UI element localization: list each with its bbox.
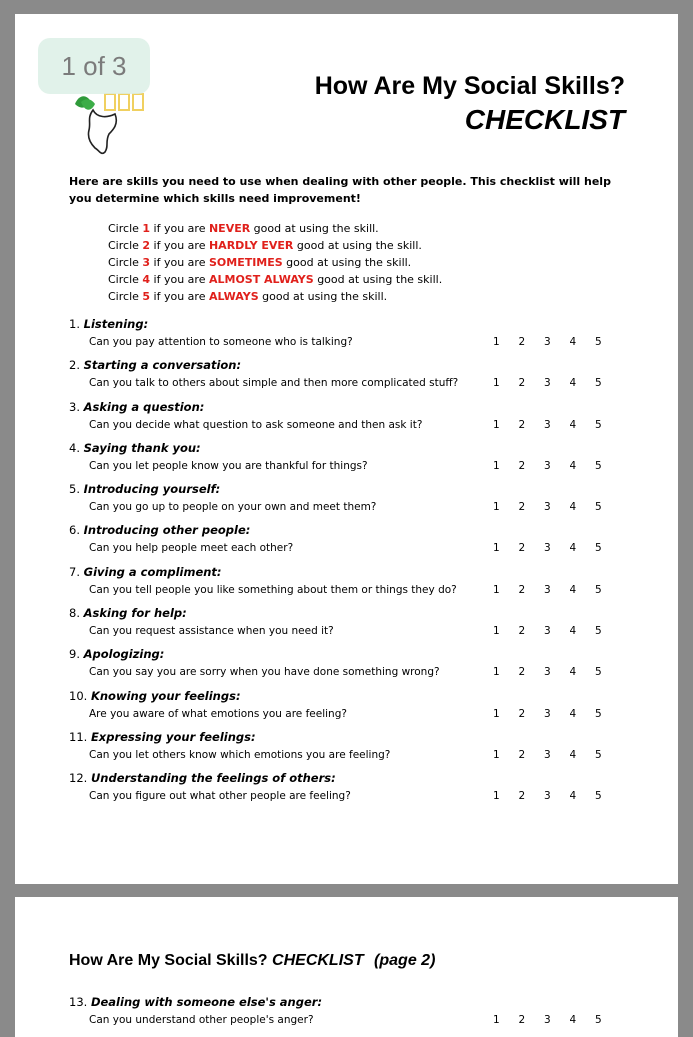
scale-frequency-word: ALMOST ALWAYS bbox=[208, 273, 314, 286]
scale-mid: if you are bbox=[150, 273, 209, 286]
rating-option-4[interactable]: 4 bbox=[569, 1014, 577, 1026]
rating-option-2[interactable]: 2 bbox=[518, 748, 526, 761]
scale-prefix: Circle bbox=[108, 222, 143, 235]
rating-option-3[interactable]: 3 bbox=[544, 377, 551, 390]
skill-name: Dealing with someone else's anger: bbox=[90, 995, 323, 1009]
rating-option-3[interactable]: 3 bbox=[544, 501, 551, 514]
page-2-title bbox=[69, 952, 435, 970]
rating-option-5[interactable]: 5 bbox=[595, 501, 602, 514]
scale-frequency-word: ALWAYS bbox=[208, 290, 259, 303]
rating-options bbox=[493, 664, 621, 681]
skill-number: 2. bbox=[69, 358, 80, 373]
scale-number: 2 bbox=[142, 239, 151, 252]
skill-name: Introducing other people: bbox=[83, 523, 251, 538]
intro-paragraph: Here are skills you need to use when dealing with other people. This checklist will help you determine which skills need improvement! bbox=[69, 175, 611, 205]
scale-frequency-word: SOMETIMES bbox=[208, 256, 283, 269]
scale-frequency-word: HARDLY EVER bbox=[208, 239, 294, 252]
skill-question: Can you figure out what other people are feeling? bbox=[89, 790, 351, 803]
skill-title bbox=[69, 729, 256, 746]
rating-option-2[interactable]: 2 bbox=[518, 542, 526, 555]
rating-options bbox=[493, 458, 621, 475]
rating-option-2[interactable]: 2 bbox=[518, 1014, 526, 1026]
skill-item bbox=[69, 399, 659, 440]
scale-mid: if you are bbox=[150, 239, 209, 252]
skill-question: Can you understand other people's anger? bbox=[89, 1014, 314, 1026]
skill-title bbox=[69, 605, 187, 622]
rating-option-4[interactable]: 4 bbox=[569, 583, 577, 596]
skill-item bbox=[69, 440, 659, 481]
rating-option-3[interactable]: 3 bbox=[544, 790, 551, 803]
scale-row bbox=[108, 288, 442, 305]
rating-option-1[interactable]: 1 bbox=[493, 336, 500, 348]
skill-number: 1. bbox=[69, 317, 80, 331]
scale-mid: if you are bbox=[150, 256, 209, 269]
rating-option-1[interactable]: 1 bbox=[493, 625, 500, 638]
skills-checklist-page-2 bbox=[69, 994, 659, 1035]
skill-item bbox=[69, 688, 659, 729]
rating-option-5[interactable]: 5 bbox=[595, 1014, 602, 1026]
rating-option-3[interactable]: 3 bbox=[544, 625, 551, 638]
skill-question: Can you say you are sorry when you have done something wrong? bbox=[89, 666, 440, 679]
skill-name: Giving a compliment: bbox=[83, 564, 222, 579]
rating-option-5[interactable]: 5 bbox=[595, 336, 602, 348]
skill-name: Asking for help: bbox=[83, 606, 187, 621]
rating-options bbox=[493, 375, 621, 392]
rating-option-5[interactable]: 5 bbox=[595, 418, 602, 431]
rating-option-1[interactable]: 1 bbox=[493, 707, 500, 720]
skill-number: 12. bbox=[69, 771, 88, 786]
scale-number: 3 bbox=[142, 256, 151, 269]
skill-name: Saying thank you: bbox=[83, 440, 201, 455]
rating-option-1[interactable]: 1 bbox=[493, 1014, 500, 1026]
skill-name: Listening: bbox=[83, 317, 149, 331]
skill-question: Can you request assistance when you need it? bbox=[89, 625, 334, 638]
scale-suffix: good at using the skill. bbox=[293, 239, 422, 252]
scale-suffix: good at using the skill. bbox=[250, 222, 379, 235]
scale-prefix: Circle bbox=[108, 290, 143, 303]
rating-option-4[interactable]: 4 bbox=[569, 542, 577, 555]
rating-options bbox=[493, 540, 621, 557]
skills-checklist bbox=[69, 316, 659, 812]
rating-option-2[interactable]: 2 bbox=[518, 336, 526, 348]
scale-row bbox=[108, 237, 442, 254]
skill-title bbox=[69, 481, 220, 498]
rating-options bbox=[493, 334, 621, 351]
skill-question: Can you pay attention to someone who is talking? bbox=[89, 336, 353, 348]
skill-number: 7. bbox=[69, 564, 80, 579]
scale-number: 1 bbox=[142, 222, 151, 235]
rating-option-5[interactable]: 5 bbox=[595, 790, 602, 803]
page-subtitle: CHECKLIST bbox=[464, 104, 625, 135]
skill-question: Can you go up to people on your own and meet them? bbox=[89, 501, 377, 514]
rating-option-2[interactable]: 2 bbox=[518, 790, 526, 803]
scale-number: 4 bbox=[142, 273, 151, 286]
scale-suffix: good at using the skill. bbox=[313, 273, 443, 286]
skill-number: 11. bbox=[69, 729, 88, 744]
rating-option-5[interactable]: 5 bbox=[595, 625, 602, 638]
skill-title bbox=[69, 440, 201, 457]
rating-option-2[interactable]: 2 bbox=[518, 583, 526, 596]
skill-number: 3. bbox=[69, 399, 80, 414]
skill-number: 9. bbox=[69, 647, 80, 662]
rating-option-2[interactable]: 2 bbox=[518, 418, 526, 431]
skill-question: Can you talk to others about simple and then more complicated stuff? bbox=[89, 377, 459, 390]
scale-frequency-word: NEVER bbox=[208, 222, 251, 235]
page-title: How Are My Social Skills? bbox=[314, 72, 625, 100]
rating-option-2[interactable]: 2 bbox=[518, 625, 526, 638]
scale-row bbox=[108, 271, 442, 288]
rating-option-1[interactable]: 1 bbox=[493, 418, 500, 431]
skill-item bbox=[69, 770, 659, 811]
rating-option-4[interactable]: 4 bbox=[569, 748, 577, 761]
rating-option-3[interactable]: 3 bbox=[544, 707, 551, 720]
scale-prefix: Circle bbox=[108, 273, 143, 286]
skill-name: Understanding the feelings of others: bbox=[90, 771, 336, 786]
skill-number: 6. bbox=[69, 523, 80, 538]
skill-title bbox=[69, 316, 148, 333]
skill-item bbox=[69, 729, 659, 770]
skill-item bbox=[69, 316, 659, 357]
scale-row bbox=[108, 254, 442, 271]
scale-suffix: good at using the skill. bbox=[282, 256, 412, 269]
skill-number: 8. bbox=[69, 606, 80, 621]
document-page-2[interactable] bbox=[15, 897, 678, 1037]
page-2-title-main: How Are My Social Skills? bbox=[69, 952, 268, 969]
rating-option-2[interactable]: 2 bbox=[518, 377, 526, 390]
rating-option-4[interactable]: 4 bbox=[569, 418, 577, 431]
rating-option-4[interactable]: 4 bbox=[569, 625, 577, 638]
scale-mid: if you are bbox=[150, 222, 209, 235]
scale-prefix: Circle bbox=[108, 256, 143, 269]
rating-option-5[interactable]: 5 bbox=[595, 377, 602, 390]
rating-option-4[interactable]: 4 bbox=[569, 501, 577, 514]
skill-number: 4. bbox=[69, 440, 80, 455]
rating-option-4[interactable]: 4 bbox=[569, 707, 577, 720]
rating-option-5[interactable]: 5 bbox=[595, 583, 602, 596]
skill-question: Can you help people meet each other? bbox=[89, 542, 294, 555]
skill-question: Can you tell people you like something about them or things they do? bbox=[89, 583, 457, 596]
rating-option-4[interactable]: 4 bbox=[569, 666, 577, 679]
rating-option-4[interactable]: 4 bbox=[569, 336, 577, 348]
skill-question: Can you decide what question to ask someone and then ask it? bbox=[89, 418, 423, 431]
skill-name: Knowing your feelings: bbox=[90, 688, 241, 703]
skill-title bbox=[69, 564, 222, 581]
rating-options bbox=[493, 788, 621, 805]
rating-option-3[interactable]: 3 bbox=[544, 418, 551, 431]
rating-option-5[interactable]: 5 bbox=[595, 666, 602, 679]
rating-options bbox=[493, 1012, 621, 1029]
scale-row bbox=[108, 220, 442, 237]
skill-item bbox=[69, 357, 659, 398]
document-page-1[interactable] bbox=[15, 14, 678, 884]
rating-options bbox=[493, 706, 621, 723]
rating-options bbox=[493, 417, 621, 434]
page-2-title-page: (page 2) bbox=[374, 952, 436, 969]
skill-title bbox=[69, 646, 164, 663]
rating-option-3[interactable]: 3 bbox=[544, 1014, 551, 1026]
rating-option-3[interactable]: 3 bbox=[544, 459, 551, 472]
rating-options bbox=[493, 582, 621, 599]
rating-option-1[interactable]: 1 bbox=[493, 748, 500, 761]
rating-option-1[interactable]: 1 bbox=[493, 583, 500, 596]
skill-item bbox=[69, 646, 659, 687]
rating-option-2[interactable]: 2 bbox=[518, 666, 526, 679]
skill-number: 13. bbox=[69, 995, 88, 1009]
rating-option-1[interactable]: 1 bbox=[493, 377, 500, 390]
rating-option-4[interactable]: 4 bbox=[569, 790, 577, 803]
rating-option-1[interactable]: 1 bbox=[493, 790, 500, 803]
skill-name: Starting a conversation: bbox=[83, 358, 242, 373]
rating-option-5[interactable]: 5 bbox=[595, 707, 602, 720]
skill-title bbox=[69, 770, 336, 787]
skill-question: Can you let people know you are thankful for things? bbox=[89, 459, 368, 472]
skill-number: 10. bbox=[69, 688, 88, 703]
rating-option-4[interactable]: 4 bbox=[569, 377, 577, 390]
skill-title bbox=[69, 994, 322, 1011]
rating-option-2[interactable]: 2 bbox=[518, 501, 526, 514]
skill-item bbox=[69, 481, 659, 522]
rating-option-1[interactable]: 1 bbox=[493, 459, 500, 472]
rating-option-3[interactable]: 3 bbox=[544, 583, 551, 596]
skill-title bbox=[69, 688, 241, 705]
rating-option-5[interactable]: 5 bbox=[595, 459, 602, 472]
scale-suffix: good at using the skill. bbox=[258, 290, 388, 303]
rating-option-1[interactable]: 1 bbox=[493, 501, 500, 514]
rating-option-4[interactable]: 4 bbox=[569, 459, 577, 472]
rating-option-5[interactable]: 5 bbox=[595, 748, 602, 761]
rating-options bbox=[493, 747, 621, 764]
page-indicator-badge: 1 of 3 bbox=[38, 38, 150, 94]
scale-prefix: Circle bbox=[108, 239, 143, 252]
scale-mid: if you are bbox=[150, 290, 209, 303]
rating-option-1[interactable]: 1 bbox=[493, 542, 500, 555]
skill-name: Expressing your feelings: bbox=[90, 729, 256, 744]
rating-option-3[interactable]: 3 bbox=[544, 336, 551, 348]
skill-item bbox=[69, 994, 659, 1035]
skill-name: Apologizing: bbox=[83, 647, 165, 662]
rating-scale-legend bbox=[108, 220, 442, 305]
skill-title bbox=[69, 357, 241, 374]
rating-option-3[interactable]: 3 bbox=[544, 666, 551, 679]
scale-number: 5 bbox=[142, 290, 151, 303]
skill-item bbox=[69, 605, 659, 646]
rating-option-2[interactable]: 2 bbox=[518, 707, 526, 720]
rating-option-5[interactable]: 5 bbox=[595, 542, 602, 555]
skill-item bbox=[69, 564, 659, 605]
rating-option-2[interactable]: 2 bbox=[518, 459, 526, 472]
rating-options bbox=[493, 499, 621, 516]
rating-option-3[interactable]: 3 bbox=[544, 542, 551, 555]
skill-name: Asking a question: bbox=[83, 399, 205, 414]
skill-question: Can you let others know which emotions you are feeling? bbox=[89, 748, 391, 761]
rating-option-1[interactable]: 1 bbox=[493, 666, 500, 679]
rating-options bbox=[493, 623, 621, 640]
skill-title bbox=[69, 522, 250, 539]
skill-title bbox=[69, 399, 204, 416]
skill-number: 5. bbox=[69, 482, 80, 497]
rating-option-3[interactable]: 3 bbox=[544, 748, 551, 761]
skill-question: Are you aware of what emotions you are feeling? bbox=[89, 707, 347, 720]
page-2-title-checklist: CHECKLIST bbox=[272, 952, 364, 969]
skill-name: Introducing yourself: bbox=[83, 482, 221, 497]
skill-item bbox=[69, 522, 659, 563]
